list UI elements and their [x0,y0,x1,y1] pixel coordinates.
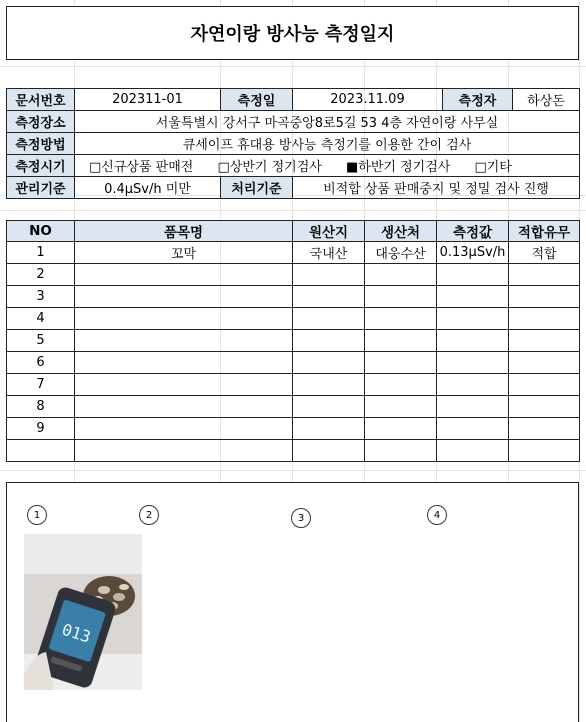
table-row [7,308,580,330]
cell-item[interactable] [75,286,293,308]
cell-suitability[interactable] [509,330,580,352]
cell-value[interactable] [437,264,509,286]
cell-suitability[interactable] [509,374,580,396]
timing-label: 측정시기 [7,155,75,177]
timing-option-first-half[interactable] [217,156,321,175]
col-header-no: NO [7,221,75,242]
timing-option-other[interactable] [474,156,511,175]
cell-suitability[interactable] [509,286,580,308]
photo-area [6,482,579,722]
info-table [6,88,580,199]
timing-options [75,155,580,177]
cell-item[interactable] [75,440,293,462]
measurement-photo[interactable] [24,534,142,690]
cell-producer[interactable] [365,264,437,286]
cell-item[interactable] [75,418,293,440]
timing-option-label: 하반기 정기검사 [358,160,451,175]
photo-marker: 2 [139,505,159,525]
table-row [7,396,580,418]
cell-producer[interactable] [365,374,437,396]
cell-value[interactable] [437,286,509,308]
col-header-suitability: 적합유무 [509,221,580,242]
checkbox-empty-icon: □ [474,160,487,175]
cell-no[interactable]: 2 [7,264,75,286]
cell-origin[interactable] [293,418,365,440]
cell-producer[interactable] [365,352,437,374]
date-value[interactable]: 2023.11.09 [293,89,443,111]
cell-value[interactable] [437,308,509,330]
cell-no[interactable] [7,440,75,462]
cell-producer[interactable] [365,396,437,418]
handling-label: 처리기준 [221,177,293,199]
handling-value[interactable]: 비적합 상품 판매중지 및 정밀 검사 진행 [293,177,580,199]
cell-suitability[interactable] [509,352,580,374]
place-value[interactable]: 서울특별시 강서구 마곡중앙8로5길 53 4층 자연이랑 사무실 [75,111,580,133]
checkbox-filled-icon: ■ [345,160,359,175]
cell-origin[interactable] [293,374,365,396]
page-title: 자연이랑 방사능 측정일지 [6,6,579,60]
method-label: 측정방법 [7,133,75,155]
cell-origin[interactable]: 국내산 [293,242,365,264]
doc-no-label: 문서번호 [7,89,75,111]
col-header-value: 측정값 [437,221,509,242]
measurer-value[interactable]: 하상돈 [513,89,580,111]
cell-no[interactable]: 3 [7,286,75,308]
photo-marker: 3 [291,508,311,528]
cell-item[interactable] [75,352,293,374]
checkbox-empty-icon: □ [89,160,102,175]
cell-producer[interactable] [365,440,437,462]
cell-item[interactable] [75,396,293,418]
cell-producer[interactable] [365,330,437,352]
table-row [7,286,580,308]
gridline [0,66,586,67]
items-table [6,220,580,462]
cell-origin[interactable] [293,330,365,352]
table-row [7,352,580,374]
photo-marker: 1 [27,505,47,525]
cell-item[interactable] [75,330,293,352]
cell-value[interactable] [437,396,509,418]
standard-value[interactable]: 0.4μSv/h 미만 [75,177,221,199]
cell-origin[interactable] [293,352,365,374]
table-row [7,242,580,264]
cell-origin[interactable] [293,308,365,330]
cell-suitability[interactable]: 적합 [509,242,580,264]
col-header-origin: 원산지 [293,221,365,242]
cell-value[interactable] [437,374,509,396]
cell-item[interactable] [75,374,293,396]
cell-value[interactable] [437,440,509,462]
device-reading: 013 [59,619,94,647]
gridline [0,210,586,211]
method-value[interactable]: 큐세이프 휴대용 방사능 측정기를 이용한 간이 검사 [75,133,580,155]
cell-no[interactable]: 9 [7,418,75,440]
cell-item[interactable] [75,308,293,330]
date-label: 측정일 [221,89,293,111]
cell-suitability[interactable] [509,264,580,286]
gridline [0,470,586,471]
cell-item[interactable]: 꼬막 [75,242,293,264]
cell-producer[interactable] [365,286,437,308]
checkbox-empty-icon: □ [217,160,230,175]
col-header-item: 품목명 [75,221,293,242]
cell-suitability[interactable] [509,308,580,330]
timing-option-label: 기타 [486,160,512,175]
col-header-producer: 생산처 [365,221,437,242]
table-row [7,440,580,462]
cell-no[interactable]: 8 [7,396,75,418]
cell-value[interactable] [437,418,509,440]
cell-origin[interactable] [293,286,365,308]
table-row [7,330,580,352]
timing-option-second-half[interactable] [346,156,450,175]
cell-value[interactable]: 0.13μSv/h [437,242,509,264]
cell-no[interactable]: 7 [7,374,75,396]
cell-producer[interactable]: 대웅수산 [365,242,437,264]
cell-suitability[interactable] [509,440,580,462]
cell-item[interactable] [75,264,293,286]
cell-origin[interactable] [293,440,365,462]
cell-origin[interactable] [293,396,365,418]
table-row [7,418,580,440]
cell-value[interactable] [437,352,509,374]
table-row [7,374,580,396]
cell-no[interactable]: 5 [7,330,75,352]
cell-suitability[interactable] [509,418,580,440]
cell-no[interactable]: 4 [7,308,75,330]
cell-suitability[interactable] [509,396,580,418]
cell-producer[interactable] [365,308,437,330]
cell-origin[interactable] [293,264,365,286]
cell-no[interactable]: 1 [7,242,75,264]
timing-option-label: 상반기 정기검사 [229,160,322,175]
cell-no[interactable]: 6 [7,352,75,374]
cell-producer[interactable] [365,418,437,440]
timing-option-new-product[interactable] [89,156,193,175]
photo-marker: 4 [427,505,447,525]
place-label: 측정장소 [7,111,75,133]
cell-value[interactable] [437,330,509,352]
table-row [7,264,580,286]
measurer-label: 측정자 [443,89,513,111]
standard-label: 관리기준 [7,177,75,199]
doc-no-value[interactable]: 202311-01 [75,89,221,111]
timing-option-label: 신규상품 판매전 [101,160,194,175]
